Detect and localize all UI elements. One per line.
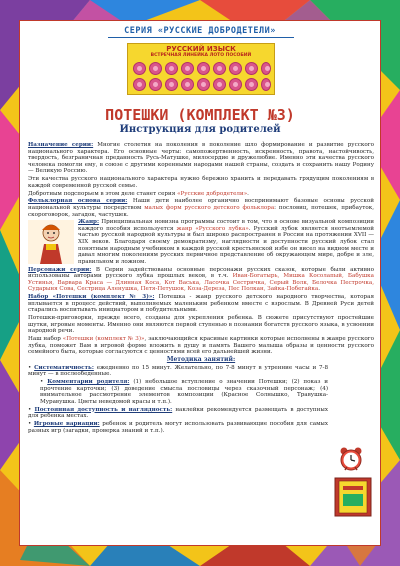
method-item: • Систематичность: ежедневно по 15 минут. Желательно, по 7-8 минут в утренние часы и 7-8 минут — в послеобеденные.: [28, 364, 328, 378]
genre-paragraph: [28, 219, 374, 265]
method-label: Систематичность:: [34, 364, 94, 371]
coin-icon: [213, 62, 226, 75]
set-text-3-end: , заключающийся красивые картинки которые исполнены в жанре русского лубка, поможет Вам в игровой форме вложить в душу и память Вашего малыша образы и ценности русского семейного быта, которые согласуются с ценностями всей его дальнейшей жизни.: [28, 336, 374, 356]
book-icon: [333, 476, 373, 518]
characters-text-end: .: [318, 286, 321, 293]
method-label: Игровые вариации:: [33, 421, 100, 427]
characters-highlight: Иван-Богатырь, Мишка Косолапый, Бабушка Устинья, Варвара Краса — Длинная Коса, Кот Васька, Ласочка Сестричка, Серый Волк, Белочка Пестрочка, Сударыня Сова, Сестрица Аленушка, Петя-Петушок, Коза-Дереза, Пес Полкан, Зайка-Побегайка: [28, 273, 375, 293]
set-text: Потешка - жанр русского детского народного творчества, которая вплывается в процесс действий, выполняемых маленьким ребенком вместе с взрослым. В Древней Руси детей старались воспитывать инициатором и побудительными.: [28, 294, 374, 314]
coin-icon: [181, 78, 194, 91]
coin-icon: [149, 78, 162, 91]
purpose-label: Назначение серии:: [28, 142, 94, 148]
methods-list: [28, 365, 328, 435]
method-text: ежедневно по 15 минут. Желательно, по 7-8 минут в утренние часы и 7-8 минут — в послеобеденные.: [28, 364, 328, 378]
coin-icon: [165, 78, 178, 91]
characters-text: В Серии задействованы основные персонажи русских сказок, которые были активно использованы авторами русского лубка прошлых веков, в т.ч.: [28, 266, 375, 280]
coin-icon: [181, 62, 194, 75]
purpose-text: Многие столетия на поколения в поколение шло формирование и развитие русского национального характера. Его основные черты: самопожертвенность, искренность, правота, настойчивость, твердость, безграничная преданность Русь-Матушке, милосердие и дружелюбие. Именно эти качества русского человека помогли ему, в союзе с другими коренными народами нашей страны, создать и сохранить нашу Родину — Великую Россию.: [28, 142, 375, 175]
coin-icon: [261, 62, 271, 75]
purpose-paragraph: [28, 142, 374, 175]
coin-icon: [149, 62, 162, 75]
set-paragraph-2: [28, 315, 374, 335]
puppet-illustration: [28, 220, 74, 264]
method-text: ребенок и родитель могут использовать развивающие пособия для самых разных игр (загадки, проверка знаний и т.п.).: [28, 421, 329, 434]
coin-icon: [229, 62, 242, 75]
purpose-text-3: Добротным подспорьем в этом деле станет серия: [28, 190, 178, 197]
method-text: (1) небольшое вступление о значении Потешки; (2) показ и прочтение карточки; (3) доведение смысла пословицы через сказочный персонаж; (4) внимательное рассмотрение элементов композиции (Красное Солнышко, Травушка-Муравушка. Цветы неведомой красы и т.п.).: [40, 379, 328, 405]
series-title: СЕРИЯ «РУССКИЕ ДОБРОДЕТЕЛИ»: [124, 26, 276, 36]
method-item: • Игровые вариации: ребенок и родитель могут использовать развивающие пособия для самых разных игр (загадки, проверка знаний и т.п.).: [28, 421, 329, 434]
methods-title: Методика занятий:: [166, 356, 236, 364]
series-name-highlight: «Русские добродетели»: [177, 190, 248, 197]
coin-icon: [245, 62, 258, 75]
page-title: ПОТЕШКИ (КОМПЛЕКТ №3): [105, 106, 295, 124]
banner-subtitle: ВСТРЕЧНАЯ ЛИНЕЙКА ЛОТО ПОСОБИЙ: [150, 53, 252, 58]
set-text-2: Потешки-приговорки, прежде всего, созданы для укрепления ребенка. В сюжете присутствуют простейшие шутки, игровые моменты. Именно они являются первой ступенью в познании богатств русского языка, в усвоении народной речи.: [28, 315, 374, 335]
characters-label: Персонажи серии:: [28, 266, 92, 273]
method-label: Комментарии родителя:: [47, 379, 130, 386]
folklore-highlight: малых форм русского детского фольклора: [144, 204, 275, 211]
series-banner: [127, 43, 275, 95]
method-item: • Постоянная доступность и наглядность: наклейки рекомендуется размещать в доступных для ребенка местах.: [28, 406, 329, 420]
puppet-icon: [28, 220, 74, 264]
series-divider: [108, 37, 294, 38]
genre-text: Принципиальная новизна программы состоит в том, что в основе визуальной композиции каждого пособия используется: [78, 219, 374, 232]
coin-icon: [197, 62, 210, 75]
coin-icon: [245, 78, 258, 91]
instruction-sheet: [19, 20, 381, 546]
purpose-text-3-end: .: [247, 190, 249, 197]
set-text-3: Наш набор: [28, 336, 63, 343]
coin-icon: [165, 62, 178, 75]
characters-paragraph: [28, 267, 374, 293]
method-label: Постоянная доступность и наглядность:: [34, 406, 173, 413]
folklore-text-end: : пословиц, потешек, прибауток, скороговорок, загадок, частушек.: [28, 204, 374, 218]
page-subtitle: Инструкция для родителей: [119, 124, 281, 135]
genre-highlight: жанр «Русского лубка»: [176, 225, 249, 232]
coin-icon: [213, 78, 226, 91]
coin-icon: [133, 62, 146, 75]
method-text: наклейки рекомендуется размещать в доступных для ребенка местах.: [28, 406, 329, 420]
purpose-paragraph-3: [28, 191, 374, 198]
coin-icon: [197, 78, 210, 91]
genre-label: Жанр:: [78, 219, 100, 226]
set-label: Набор «Потешки (комплект № 3)»:: [28, 294, 155, 301]
folklore-label: Фольклорная основа серии:: [28, 198, 128, 205]
set-highlight: «Потешки (комплект № 3)»: [62, 336, 145, 343]
banner-title: РУССКИЙ ИЗЫСК: [166, 45, 236, 53]
purpose-paragraph-2: [28, 176, 374, 189]
folklore-paragraph: [28, 198, 374, 218]
coin-icon: [133, 78, 146, 91]
method-item: • Комментарии родителя: (1) небольшое вступление о значении Потешки; (2) показ и прочтение карточки; (3) доведение смысла пословицы через сказочный персонаж; (4) внимательное рассмотрение элементов композиции (Красное Солнышко, Травушка-Муравушка. Цветы неведомой красы и т.п.).: [40, 379, 328, 405]
instruction-body: [28, 142, 374, 435]
set-paragraph-3: [28, 336, 374, 356]
purpose-text-2: Эти качества русского национального характера нужно бережно хранить и передавать грядущим поколениям в каждой современной русской семье.: [28, 176, 374, 189]
set-paragraph: [28, 294, 374, 314]
coin-icon: [261, 78, 271, 91]
folklore-text: Наши дети наиболее органично воспринимают базовые основы русской национальной культуры посредством: [28, 198, 374, 211]
alarm-clock-icon: [338, 446, 364, 472]
genre-text-end: . Русский лубок является неотъемлемой частью русской народной культуры и был широко распространен в России на протяжении XVII — XIX веков. Благодаря своему демократизму, наглядности и доступности русский лубок стал понятным народным учебником в каждой русской крестьянской избе он висел на видном месте и давал многим поколениям русских первичное представление об окружающем мире, добре и зле, правильном и ложном.: [78, 225, 375, 265]
coin-icon: [229, 78, 242, 91]
